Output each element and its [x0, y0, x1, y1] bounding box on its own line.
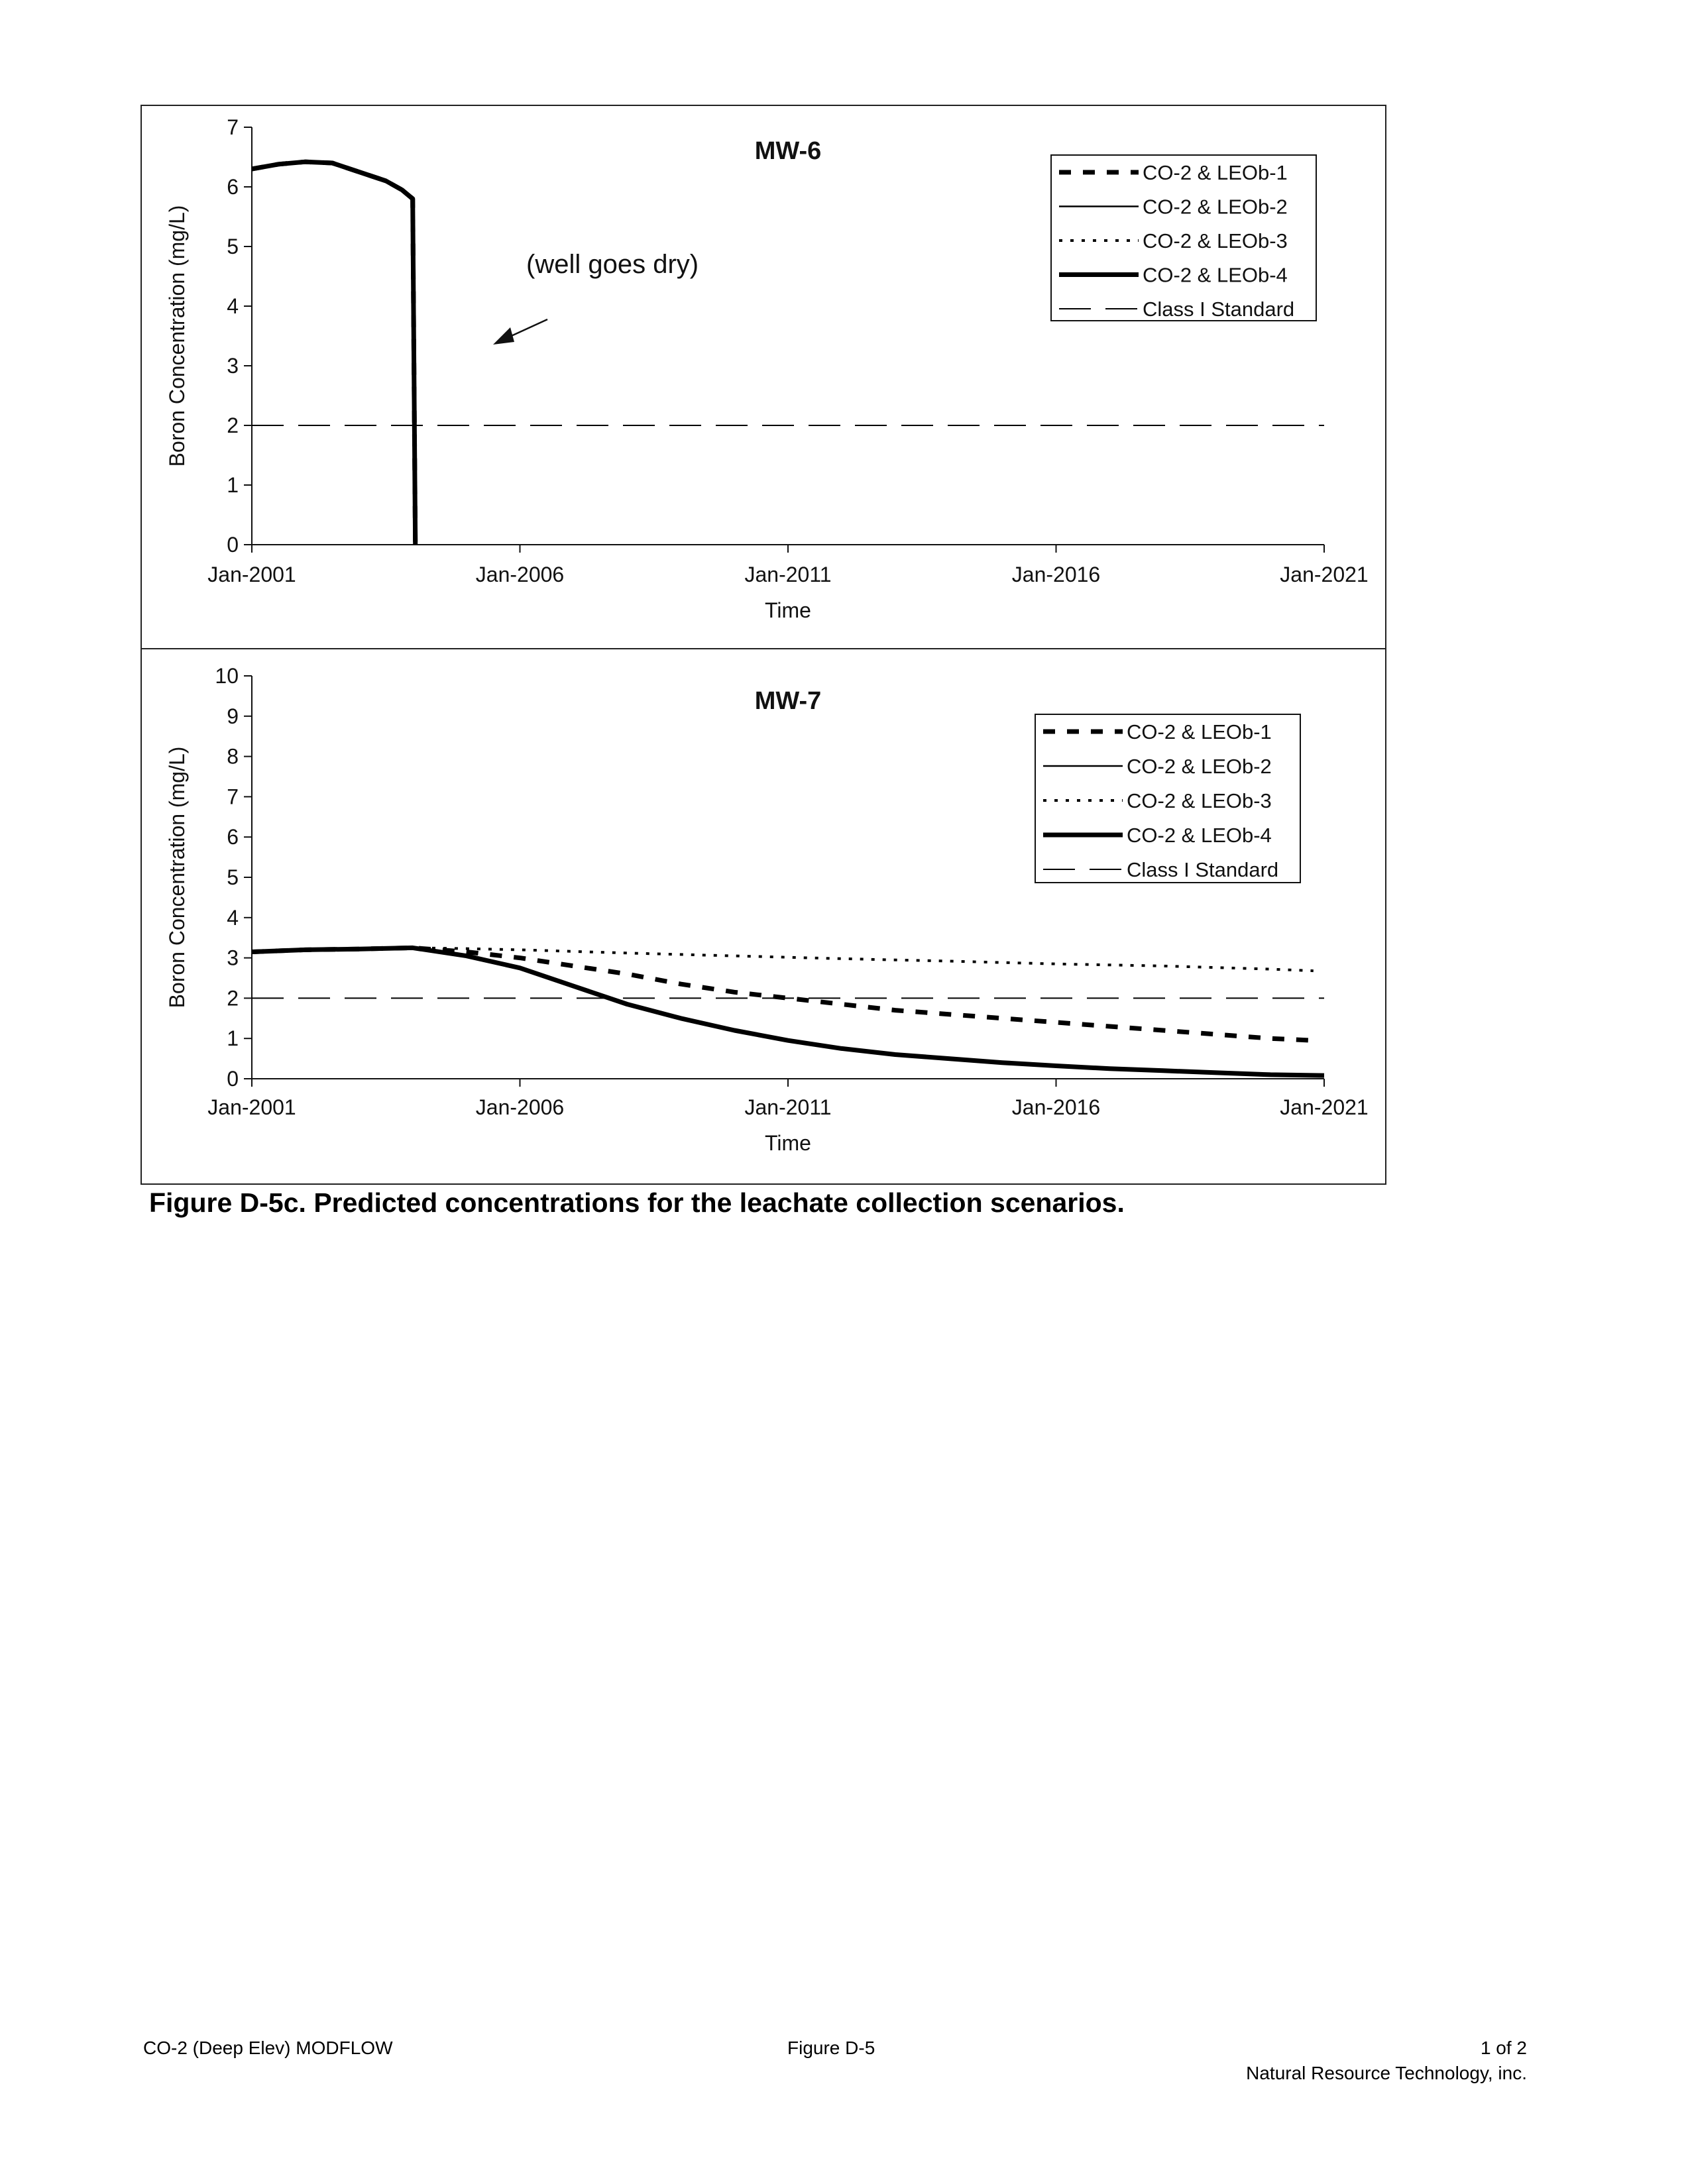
y-tick-label: 7	[227, 785, 239, 809]
series-line-2	[252, 162, 416, 545]
chart-title: MW-6	[754, 137, 822, 165]
y-tick-label: 5	[227, 865, 239, 889]
y-tick-label: 1	[227, 473, 239, 497]
y-tick-label: 1	[227, 1026, 239, 1051]
footer-page-number: 1 of 2	[1480, 2038, 1527, 2058]
y-tick-label: 0	[227, 533, 239, 557]
legend-label-1: CO-2 & LEOb-1	[1143, 161, 1288, 184]
y-tick-label: 9	[227, 704, 239, 728]
y-tick-label: 0	[227, 1067, 239, 1091]
annotation-text: (well goes dry)	[526, 250, 699, 279]
x-axis-title: Time	[765, 598, 811, 622]
x-tick-label: Jan-2021	[1280, 563, 1369, 586]
x-tick-label: Jan-2011	[744, 1095, 832, 1119]
y-axis-title: Boron Concentration (mg/L)	[165, 205, 189, 467]
footer-model-name: CO-2 (Deep Elev) MODFLOW	[143, 2038, 393, 2058]
x-tick-label: Jan-2006	[475, 563, 565, 586]
series-line-4	[252, 162, 416, 545]
series-line-2	[252, 948, 1324, 1075]
x-axis-title: Time	[765, 1131, 811, 1155]
legend-label-5: Class I Standard	[1127, 858, 1279, 881]
annotation-arrow-head	[493, 327, 514, 345]
legend-label-2: CO-2 & LEOb-2	[1127, 755, 1272, 778]
legend	[1035, 714, 1300, 883]
x-tick-label: Jan-2001	[207, 563, 296, 586]
series-line-3	[252, 162, 416, 545]
y-tick-label: 10	[215, 664, 239, 688]
legend-label-3: CO-2 & LEOb-3	[1143, 229, 1288, 252]
series-line-1	[252, 948, 1314, 1040]
series-line-4	[252, 948, 1324, 1075]
y-tick-label: 8	[227, 744, 239, 769]
legend-label-1: CO-2 & LEOb-1	[1127, 720, 1272, 743]
footer-company: Natural Resource Technology, inc.	[1246, 2063, 1527, 2083]
y-tick-label: 6	[227, 175, 239, 199]
x-tick-label: Jan-2001	[207, 1095, 296, 1119]
series-line-1	[252, 162, 416, 545]
legend-label-4: CO-2 & LEOb-4	[1143, 263, 1288, 287]
legend-label-5: Class I Standard	[1143, 298, 1295, 321]
chart-title: MW-7	[754, 687, 822, 715]
series-line-3	[252, 948, 1314, 971]
x-tick-label: Jan-2011	[744, 563, 832, 586]
y-tick-label: 6	[227, 825, 239, 849]
y-tick-label: 4	[227, 905, 239, 930]
y-tick-label: 2	[227, 986, 239, 1010]
y-tick-label: 4	[227, 294, 239, 318]
footer-figure-number: Figure D-5	[787, 2038, 875, 2058]
legend-label-4: CO-2 & LEOb-4	[1127, 824, 1272, 847]
legend	[1051, 155, 1316, 321]
y-tick-label: 3	[227, 354, 239, 378]
y-tick-label: 3	[227, 946, 239, 970]
y-tick-label: 2	[227, 413, 239, 437]
x-tick-label: Jan-2021	[1280, 1095, 1369, 1119]
figure-caption: Figure D-5c. Predicted concentrations for the leachate collection scenarios.	[149, 1187, 1125, 1218]
y-tick-label: 5	[227, 235, 239, 258]
x-tick-label: Jan-2016	[1011, 1095, 1101, 1119]
chart-mw7	[142, 649, 1385, 1183]
y-tick-label: 7	[227, 115, 239, 139]
chart-mw6	[142, 106, 1385, 647]
x-tick-label: Jan-2006	[475, 1095, 565, 1119]
legend-label-2: CO-2 & LEOb-2	[1143, 195, 1288, 219]
y-axis-title: Boron Concentration (mg/L)	[165, 746, 189, 1009]
x-tick-label: Jan-2016	[1011, 563, 1101, 586]
legend-label-3: CO-2 & LEOb-3	[1127, 789, 1272, 812]
